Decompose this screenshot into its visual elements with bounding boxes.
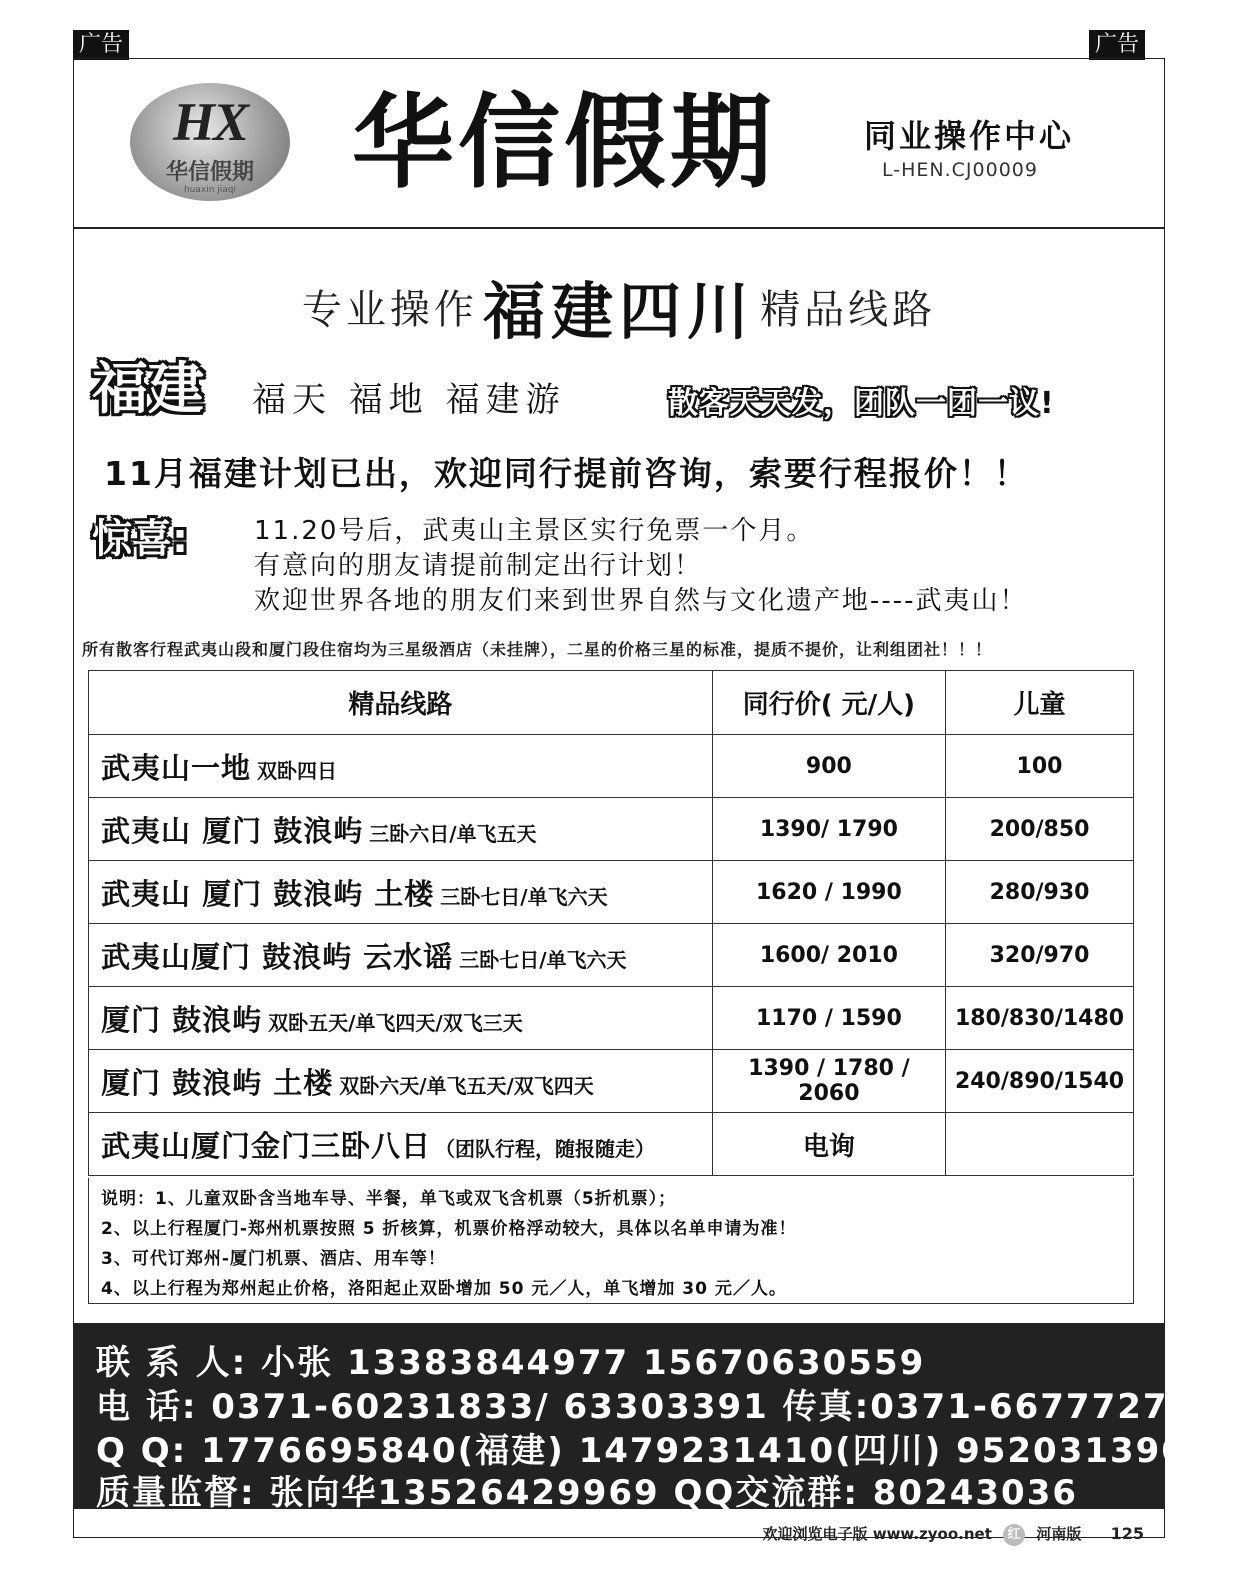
- child-price: 280/930: [946, 861, 1134, 924]
- table-row: [89, 798, 1134, 861]
- footer-edition: 河南版: [1036, 1525, 1082, 1543]
- route-price: 1390/ 1790: [712, 798, 945, 861]
- route-price: 1620 / 1990: [712, 861, 945, 924]
- tagline: [74, 262, 1164, 351]
- departure-excl: !: [1040, 386, 1055, 421]
- route-price: 1390 / 1780 / 2060: [712, 1050, 945, 1113]
- route-name: 厦门 鼓浪屿: [101, 1002, 263, 1037]
- note-line: 4、以上行程为郑州起止价格，洛阳起止双卧增加 50 元／人，单飞增加 30 元／人。: [101, 1279, 787, 1299]
- header-child: 儿童: [946, 671, 1134, 735]
- tagline-prefix: 专业操作: [301, 287, 478, 333]
- child-price: 240/890/1540: [946, 1050, 1134, 1113]
- tagline-suffix: 精品线路: [760, 287, 937, 333]
- header-route: 精品线路: [89, 671, 713, 735]
- table-row: [89, 987, 1134, 1050]
- route-price: 电询: [712, 1113, 945, 1176]
- contact-person-value: 小张 13383844977 15670630559: [261, 1343, 926, 1383]
- surprise-badge: 惊喜:: [92, 516, 188, 562]
- price-table: [88, 670, 1134, 1176]
- contact-supervision: [96, 1465, 1078, 1514]
- table-row: [89, 1113, 1134, 1176]
- contact-block: [74, 1323, 1195, 1513]
- table-row: [89, 735, 1134, 798]
- route-note: （团队行程，随报随走）: [435, 1136, 656, 1161]
- contact-qq-label: Q Q:: [96, 1431, 188, 1471]
- route-name: 厦门 鼓浪屿 土楼: [101, 1065, 334, 1100]
- tagline-highlight: 福建四川: [482, 275, 755, 348]
- contact-qq-value: 1776695840(福建) 1479231410(四川) 952031390: [201, 1431, 1187, 1471]
- ad-label-left: 广告: [73, 30, 129, 60]
- note-line: 3、可代订郑州-厦门机票、酒店、用车等！: [101, 1249, 446, 1269]
- plan-announcement: 11月福建计划已出，欢迎同行提前咨询，索要行程报价！！: [104, 454, 1029, 493]
- child-price: 320/970: [946, 924, 1134, 987]
- brand-name: 华信假期: [352, 83, 776, 203]
- contact-phone-label: 电 话:: [96, 1387, 198, 1427]
- route-note: 三卧七日/单飞六天: [440, 884, 608, 909]
- child-price: 200/850: [946, 798, 1134, 861]
- table-header-row: [89, 671, 1134, 735]
- logo-tiny: huaxin jiaqi: [183, 185, 237, 195]
- route-note: 三卧七日/单飞六天: [459, 947, 627, 972]
- page-number: 125: [1110, 1524, 1144, 1543]
- contact-person: [96, 1335, 925, 1384]
- departure-main: 散客天天发，团队一团一议: [668, 386, 1040, 421]
- table-row: [89, 861, 1134, 924]
- license-number: L-HEN.CJ00009: [882, 159, 1038, 181]
- child-price: [946, 1113, 1134, 1176]
- contact-supervision-value: 张向华13526429969 QQ交流群: 80243036: [269, 1473, 1079, 1513]
- route-price: 1600/ 2010: [712, 924, 945, 987]
- page-footer: [762, 1523, 1144, 1546]
- table-row: [89, 924, 1134, 987]
- logo-mark: HX: [172, 92, 248, 152]
- route-note: 双卧五天/单飞四天/双飞三天: [268, 1010, 523, 1035]
- route-note: 三卧六日/单飞五天: [369, 821, 537, 846]
- route-note: 双卧六天/单飞五天/双飞四天: [339, 1073, 594, 1098]
- route-name: 武夷山一地: [101, 750, 252, 785]
- note-line: 2、以上行程厦门-郑州机票按照 5 折核算，机票价格浮动较大，具体以名单申请为准！: [101, 1219, 797, 1239]
- surprise-line: 有意向的朋友请提前制定出行计划！: [254, 551, 703, 581]
- center-title: 同业操作中心: [864, 117, 1075, 155]
- route-price: 900: [712, 735, 945, 798]
- brand-logo: [130, 83, 290, 201]
- child-price: 100: [946, 735, 1134, 798]
- contact-supervision-label: 质量监督:: [96, 1473, 256, 1513]
- surprise-line: 欢迎世界各地的朋友们来到世界自然与文化遗产地----武夷山！: [254, 586, 1028, 616]
- route-note: 双卧四日: [257, 758, 338, 783]
- route-price: 1170 / 1590: [712, 987, 945, 1050]
- departure-slogan: [668, 378, 1055, 422]
- contact-person-label: 联 系 人:: [96, 1343, 248, 1383]
- seal-icon: 红: [1003, 1524, 1025, 1546]
- route-name: 武夷山 厦门 鼓浪屿 土楼: [101, 876, 435, 911]
- note-line: 说明：1、儿童双卧含当地车导、半餐，单飞或双飞含机票（5折机票）；: [101, 1189, 677, 1209]
- fujian-slogan: 福天 福地 福建游: [252, 380, 566, 420]
- logo-sub: 华信假期: [165, 160, 254, 185]
- header-price: 同行价( 元/人): [712, 671, 945, 735]
- route-name: 武夷山 厦门 鼓浪屿: [101, 813, 364, 848]
- contact-phone: [96, 1379, 1194, 1428]
- hotel-notice: 所有散客行程武夷山段和厦门段住宿均为三星级酒店（未挂牌），二星的价格三星的标准，提质不提价，让利组团社！！！: [82, 640, 993, 659]
- fujian-badge: 福建: [92, 357, 204, 422]
- table-row: [89, 1050, 1134, 1113]
- ad-label-right: 广告: [1089, 30, 1145, 60]
- route-name: 武夷山厦门 鼓浪屿 云水谣: [101, 939, 454, 974]
- surprise-line: 11.20号后，武夷山主景区实行免票一个月。: [254, 516, 815, 546]
- header: [74, 59, 1164, 229]
- child-price: 180/830/1480: [946, 987, 1134, 1050]
- route-name: 武夷山厦门金门三卧八日: [101, 1128, 432, 1163]
- contact-phone-value: 0371-60231833/ 63303391 传真:0371-66777276: [211, 1387, 1195, 1427]
- footer-site: www.zyoo.net: [872, 1525, 992, 1543]
- footer-welcome: 欢迎浏览电子版: [762, 1525, 868, 1543]
- surprise-lines: [254, 514, 1028, 619]
- notes-box: [88, 1178, 1134, 1304]
